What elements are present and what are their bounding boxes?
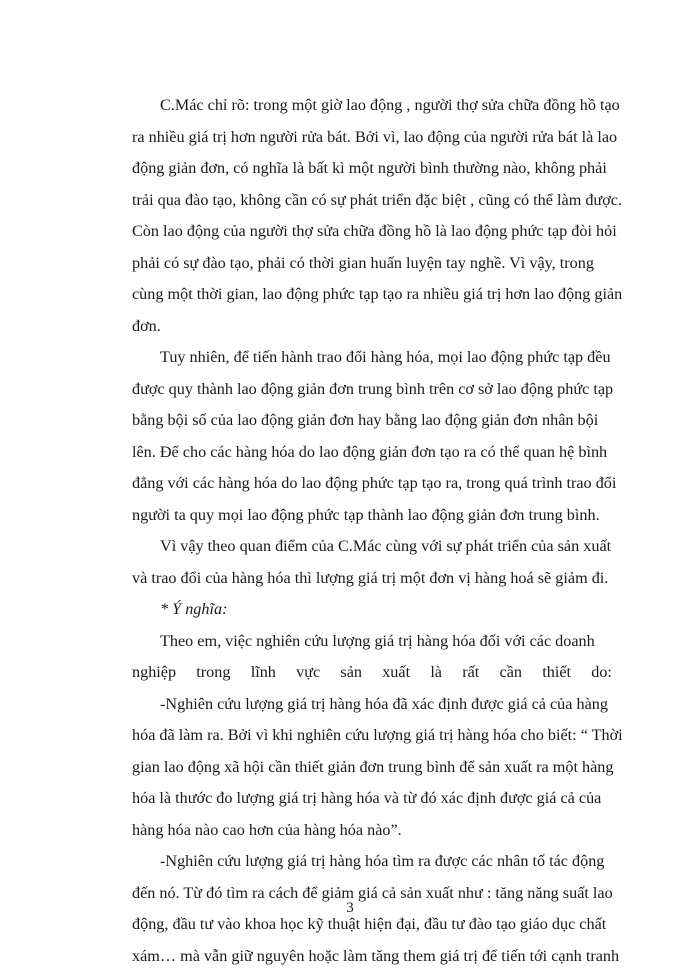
text-line: và trao đổi của hàng hóa thì lượng giá trị một đơn vị hàng hoá sẽ giảm đi. <box>132 563 660 595</box>
paragraph-5 <box>132 689 660 847</box>
text-line: lên. Để cho các hàng hóa do lao động giản đơn tạo ra có thể quan hệ bình <box>132 437 660 469</box>
page-number: 3 <box>0 900 700 917</box>
text-line: đẳng với các hàng hóa do lao động phức tạp tạo ra, trong quá trình trao đổi <box>132 468 660 500</box>
text-line: đến nó. Từ đó tìm ra cách để giảm giá cả sản xuất như : tăng năng suất lao <box>132 878 660 910</box>
text-line: nghiệp trong lĩnh vực sản xuất là rất cần thiết do: <box>132 657 660 689</box>
text-line: bằng bội số của lao động giản đơn hay bằng lao động giản đơn nhân bội <box>132 405 660 437</box>
text-line: trải qua đào tạo, không cần có sự phát triển đặc biệt , cũng có thể làm được. <box>132 185 660 217</box>
text-line: hóa là thước đo lượng giá trị hàng hóa và từ đó xác định được giá cả của <box>132 783 660 815</box>
text-line: được quy thành lao động giản đơn trung bình trên cơ sở lao động phức tạp <box>132 374 660 406</box>
text-line: hóa đã làm ra. Bởi vì khi nghiên cứu lượng giá trị hàng hóa cho biết: “ Thời <box>132 720 660 752</box>
text-line: gian lao động xã hội cần thiết giản đơn trung bình để sản xuất ra một hàng <box>132 752 660 784</box>
text-line: C.Mác chỉ rõ: trong một giờ lao động , người thợ sửa chữa đồng hồ tạo <box>132 90 660 122</box>
paragraph-4 <box>132 626 660 689</box>
text-line: phải có sự đào tạo, phải có thời gian huấn luyện tay nghề. Vì vậy, trong <box>132 248 660 280</box>
text-line: Vì vậy theo quan điểm của C.Mác cùng với sự phát triển của sản xuất <box>132 531 660 563</box>
text-line: hàng hóa nào cao hơn của hàng hóa nào”. <box>132 815 660 847</box>
document-body <box>132 90 660 972</box>
paragraph-1 <box>132 90 660 342</box>
text-line: người ta quy mọi lao động phức tạp thành lao động giản đơn trung bình. <box>132 500 660 532</box>
text-line: Còn lao động của người thợ sửa chữa đồng hồ là lao động phức tạp đòi hỏi <box>132 216 660 248</box>
section-heading: * Ý nghĩa: <box>132 594 660 626</box>
paragraph-2 <box>132 342 660 531</box>
text-line: Tuy nhiên, để tiến hành trao đổi hàng hóa, mọi lao động phức tạp đều <box>132 342 660 374</box>
text-line: ra nhiều giá trị hơn người rửa bát. Bởi vì, lao động của người rửa bát là lao <box>132 122 660 154</box>
text-line: -Nghiên cứu lượng giá trị hàng hóa đã xác định được giá cả của hàng <box>132 689 660 721</box>
text-line: -Nghiên cứu lượng giá trị hàng hóa tìm ra được các nhân tố tác động <box>132 846 660 878</box>
text-line: động giản đơn, có nghĩa là bất kì một người bình thường nào, không phải <box>132 153 660 185</box>
text-line: Theo em, việc nghiên cứu lượng giá trị hàng hóa đối với các doanh <box>132 626 660 658</box>
text-line: đơn. <box>132 311 660 343</box>
text-line: động, đầu tư vào khoa học kỹ thuật hiện đại, đầu tư đào tạo giáo dục chất <box>132 909 660 941</box>
text-line: cùng một thời gian, lao động phức tạp tạo ra nhiều giá trị hơn lao động giản <box>132 279 660 311</box>
paragraph-3 <box>132 531 660 594</box>
text-line: xám… mà vẫn giữ nguyên hoặc làm tăng them giá trị để tiến tới cạnh tranh <box>132 941 660 972</box>
